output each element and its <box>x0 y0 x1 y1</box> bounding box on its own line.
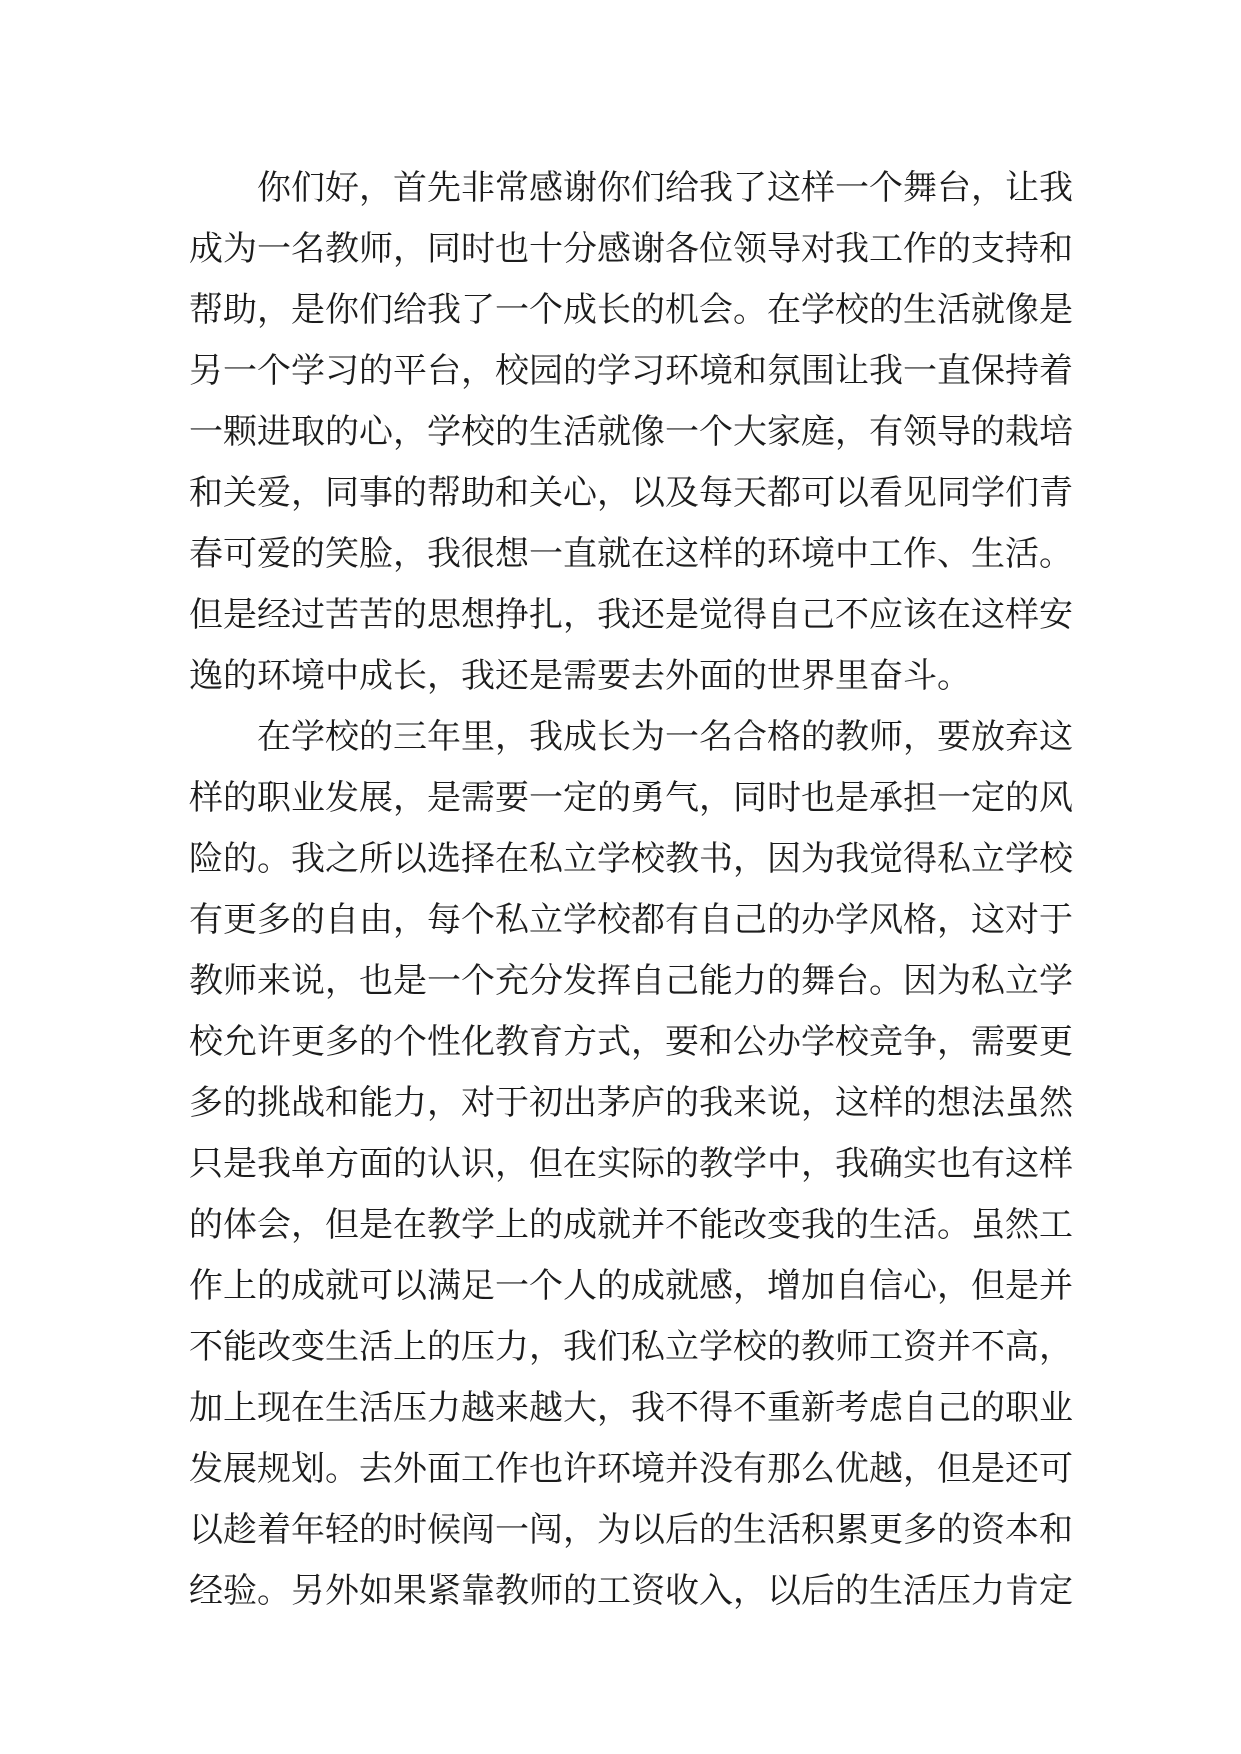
text-line: 多的挑战和能力，对于初出茅庐的我来说，这样的想法虽然 <box>189 1083 1073 1123</box>
text-line: 你们好，首先非常感谢你们给我了这样一个舞台，让我 <box>257 168 1073 208</box>
text-line: 但是经过苦苦的思想挣扎，我还是觉得自己不应该在这样安 <box>189 595 1073 635</box>
text-line: 作上的成就可以满足一个人的成就感，增加自信心，但是并 <box>189 1266 1073 1306</box>
text-line: 有更多的自由，每个私立学校都有自己的办学风格，这对于 <box>189 900 1073 940</box>
text-line: 在学校的三年里，我成长为一名合格的教师，要放弃这 <box>257 717 1073 757</box>
paragraph-1 <box>189 158 1073 707</box>
text-line: 的体会，但是在教学上的成就并不能改变我的生活。虽然工 <box>189 1205 1073 1245</box>
text-line: 和关爱，同事的帮助和关心，以及每天都可以看见同学们青 <box>189 473 1073 513</box>
text-line: 一颗进取的心，学校的生活就像一个大家庭，有领导的栽培 <box>189 412 1073 452</box>
paragraph-2 <box>189 707 1073 1622</box>
text-line: 经验。另外如果紧靠教师的工资收入，以后的生活压力肯定 <box>189 1571 1073 1611</box>
text-line: 另一个学习的平台，校园的学习环境和氛围让我一直保持着 <box>189 351 1073 391</box>
body-text <box>189 158 1073 1622</box>
text-line: 帮助，是你们给我了一个成长的机会。在学校的生活就像是 <box>189 290 1073 330</box>
text-line: 险的。我之所以选择在私立学校教书，因为我觉得私立学校 <box>189 839 1073 879</box>
text-line: 春可爱的笑脸，我很想一直就在这样的环境中工作、生活。 <box>189 534 1073 574</box>
text-line: 成为一名教师，同时也十分感谢各位领导对我工作的支持和 <box>189 229 1073 269</box>
text-line: 样的职业发展，是需要一定的勇气，同时也是承担一定的风 <box>189 778 1073 818</box>
text-line: 以趁着年轻的时候闯一闯，为以后的生活积累更多的资本和 <box>189 1510 1073 1550</box>
text-line: 不能改变生活上的压力，我们私立学校的教师工资并不高， <box>189 1327 1073 1367</box>
text-line: 只是我单方面的认识，但在实际的教学中，我确实也有这样 <box>189 1144 1073 1184</box>
text-line: 加上现在生活压力越来越大，我不得不重新考虑自己的职业 <box>189 1388 1073 1428</box>
text-line: 逸的环境中成长，我还是需要去外面的世界里奋斗。 <box>189 656 971 696</box>
text-line: 教师来说，也是一个充分发挥自己能力的舞台。因为私立学 <box>189 961 1073 1001</box>
text-line: 校允许更多的个性化教育方式，要和公办学校竞争，需要更 <box>189 1022 1073 1062</box>
text-line: 发展规划。去外面工作也许环境并没有那么优越，但是还可 <box>189 1449 1073 1489</box>
